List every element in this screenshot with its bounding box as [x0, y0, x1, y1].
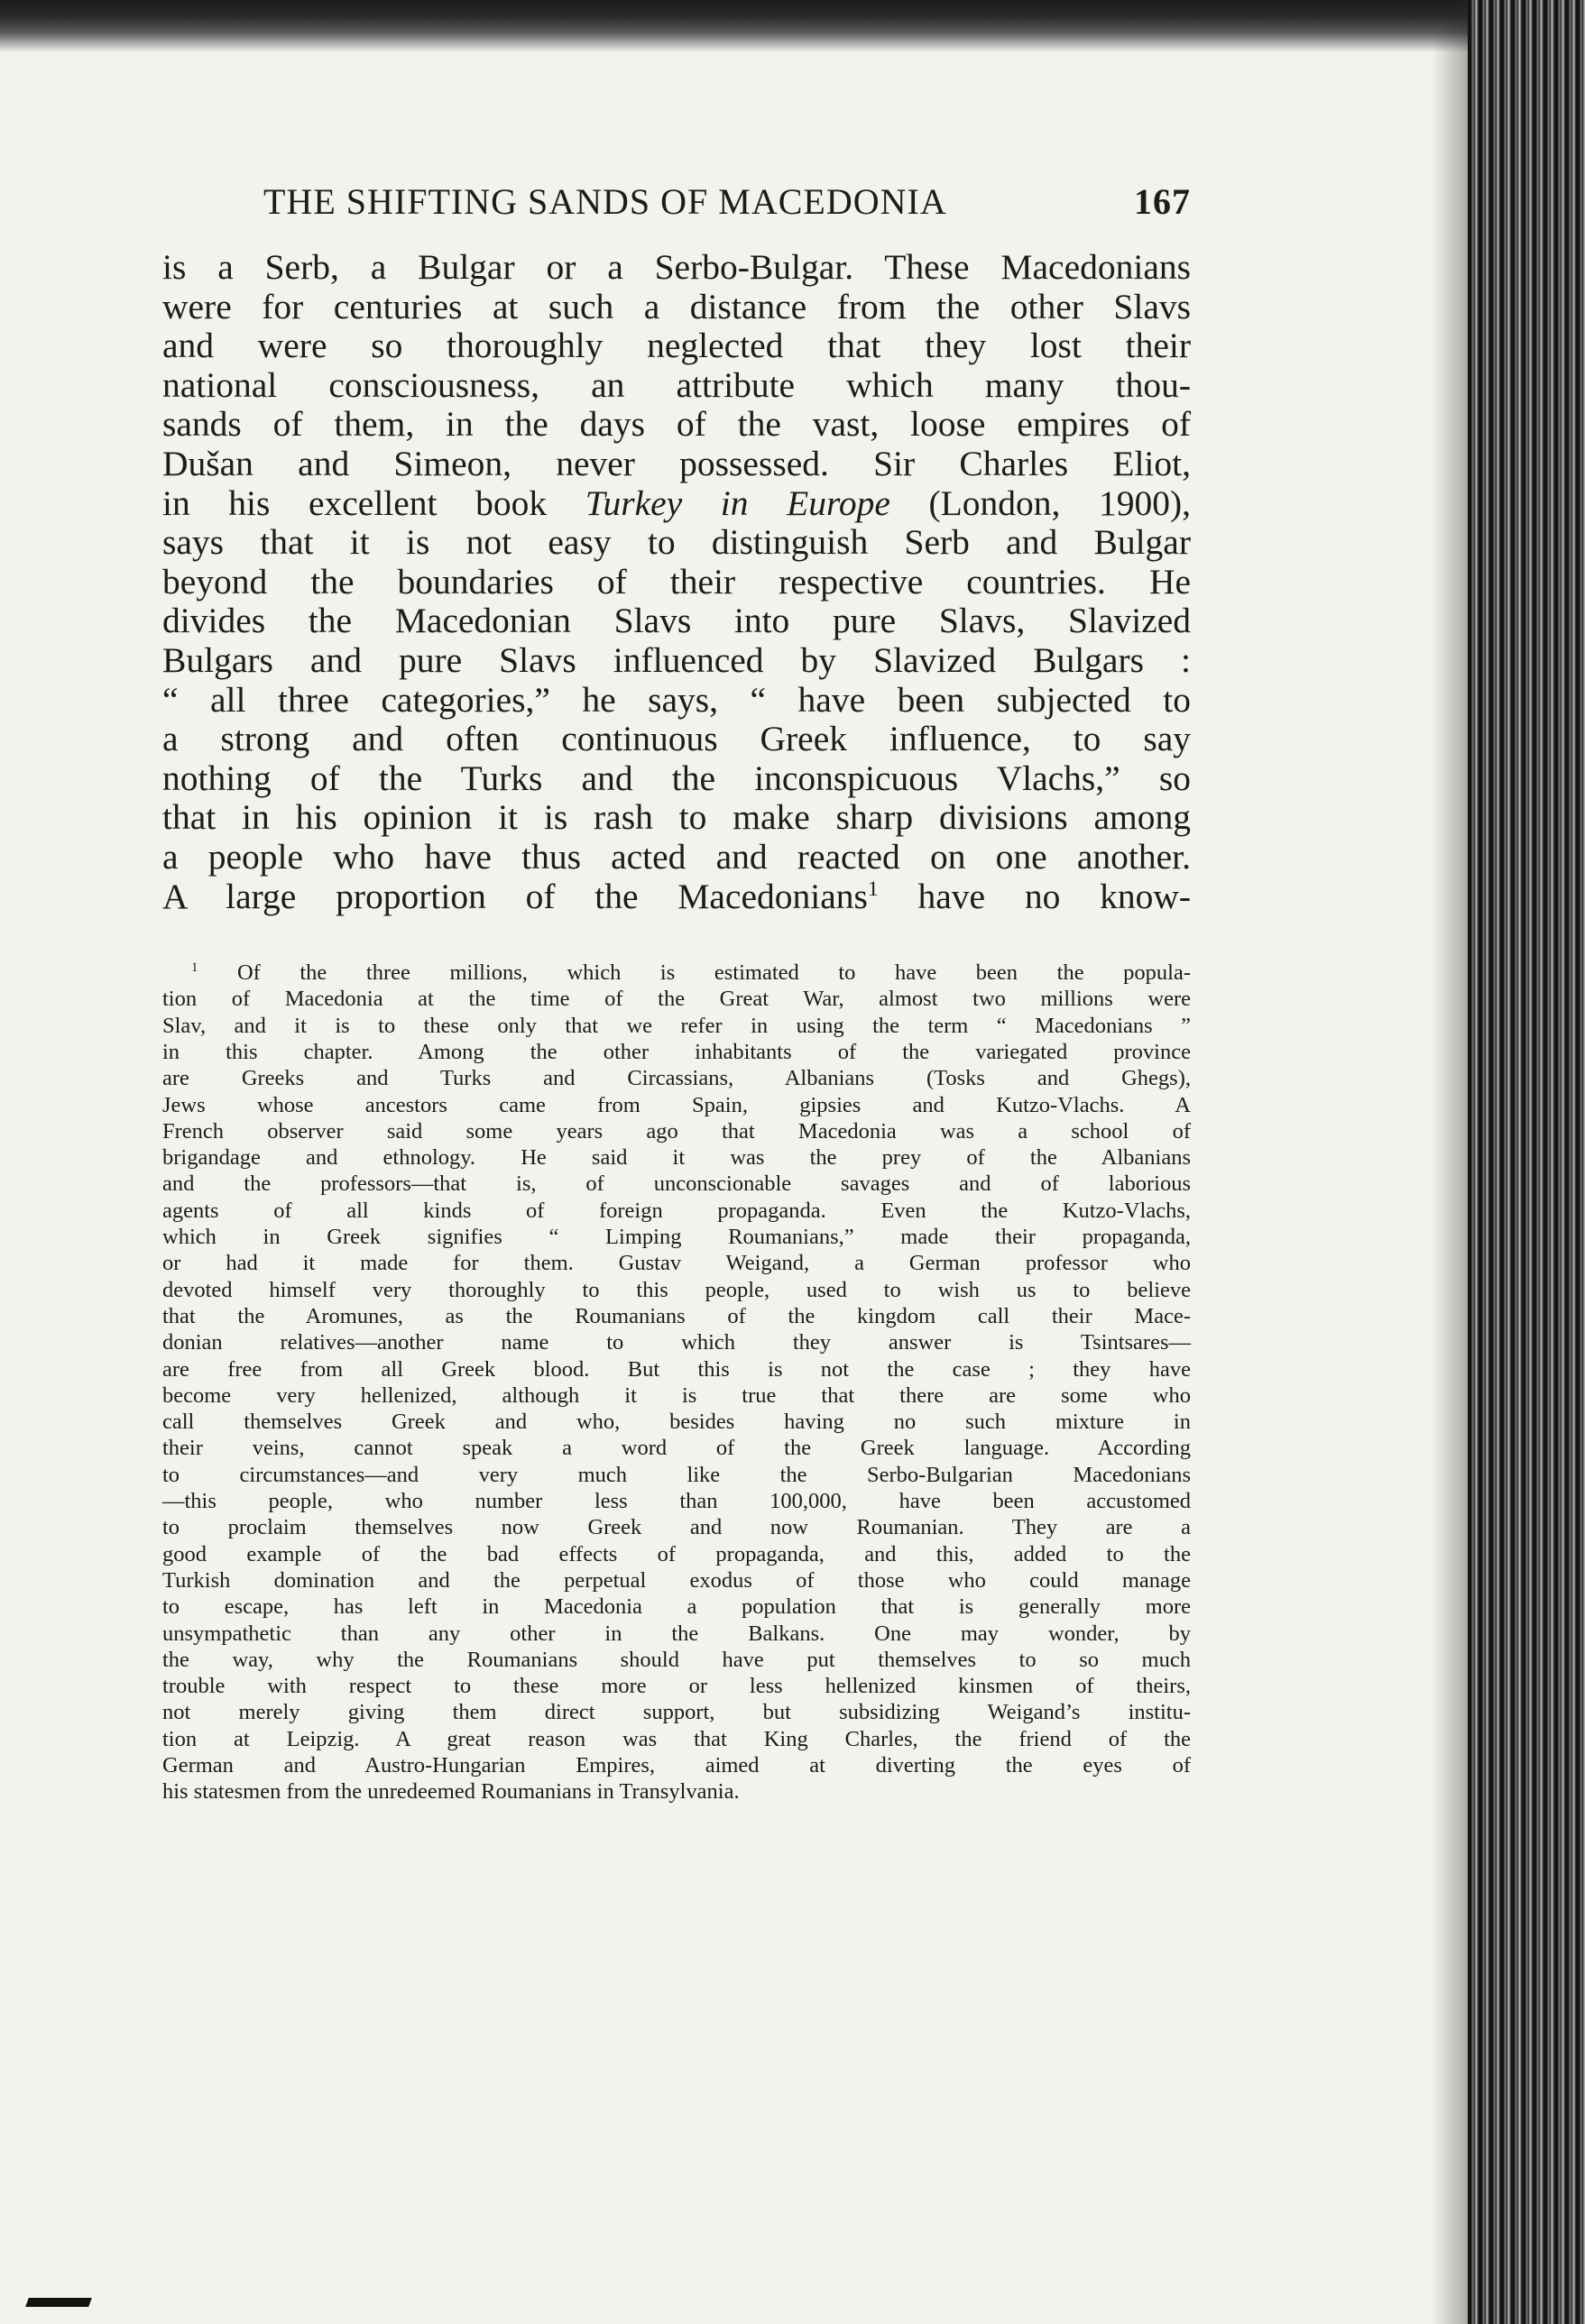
- footnote-line: to proclaim themselves now Greek and now Roumanian. They are a: [162, 1515, 1191, 1540]
- body-line: Bulgars and pure Slavs influenced by Slavized Bulgars :: [162, 639, 1191, 680]
- footnote-line: not merely giving them direct support, but subsidizing Weigand’s institu-: [162, 1700, 1191, 1725]
- footnote-line: or had it made for them. Gustav Weigand, a German professor who: [162, 1251, 1191, 1276]
- running-head: [162, 180, 1191, 223]
- body-line: is a Serb, a Bulgar or a Serbo-Bulgar. These Macedonians: [162, 247, 1191, 287]
- footnote-line: [162, 960, 1191, 986]
- footnote-line: brigandage and ethnology. He said it was the prey of the Albanians: [162, 1145, 1191, 1171]
- footnote-line: to circumstances—and very much like the Serbo-Bulgarian Macedonians: [162, 1462, 1191, 1487]
- footnote-line: Jews whose ancestors came from Spain, gipsies and Kutzo-Vlachs. A: [162, 1092, 1191, 1117]
- body-line-part: in his excellent book: [162, 482, 585, 523]
- body-line: “ all three categories,” he says, “ have been subjected to: [162, 679, 1191, 720]
- footnote-line: that the Aromunes, as the Roumanians of the kingdom call their Mace-: [162, 1303, 1191, 1328]
- running-title: THE SHIFTING SANDS OF MACEDONIA: [263, 181, 947, 222]
- scan-binding-edge: [1468, 0, 1585, 2324]
- body-line: beyond the boundaries of their respective countries. He: [162, 561, 1191, 602]
- footnote-line: Turkish domination and the perpetual exodus of those who could manage: [162, 1567, 1191, 1593]
- footnote-line: tion at Leipzig. A great reason was that King Charles, the friend of the: [162, 1726, 1191, 1751]
- footnote-line: —this people, who number less than 100,000, have been accustomed: [162, 1489, 1191, 1514]
- book-page: [162, 180, 1191, 1805]
- footnote-line: French observer said some years ago that Macedonia was a school of: [162, 1118, 1191, 1144]
- body-line: that in his opinion it is rash to make sharp divisions among: [162, 797, 1191, 838]
- body-line-part: A large proportion of the Macedonians: [162, 876, 868, 916]
- scan-gutter-shadow: [1432, 0, 1468, 2324]
- scan-top-edge: [0, 0, 1585, 52]
- body-line: nothing of the Turks and the inconspicuous Vlachs,” so: [162, 758, 1191, 798]
- footnote: [162, 960, 1191, 1805]
- body-line: Dušan and Simeon, never possessed. Sir Charles Eliot,: [162, 443, 1191, 483]
- footnote-line: agents of all kinds of foreign propaganda. Even the Kutzo-Vlachs,: [162, 1198, 1191, 1223]
- body-line: a people who have thus acted and reacted on one another.: [162, 836, 1191, 877]
- body-line-part: have no know-: [878, 876, 1192, 916]
- footnote-line-text: Of the three millions, which is estimated to have been the popula-: [236, 960, 1191, 986]
- footnote-marker: 1: [191, 960, 198, 976]
- footnote-line: German and Austro-Hungarian Empires, aimed at diverting the eyes of: [162, 1753, 1191, 1777]
- scan-mark: [25, 2298, 92, 2307]
- footnote-line: donian relatives—another name to which they answer is Tsintsares—: [162, 1330, 1191, 1355]
- body-line: and were so thoroughly neglected that they lost their: [162, 326, 1191, 366]
- footnote-line: their veins, cannot speak a word of the Greek language. According: [162, 1436, 1191, 1461]
- footnote-line: to escape, has left in Macedonia a population that is generally more: [162, 1594, 1191, 1620]
- body-line: sands of them, in the days of the vast, loose empires of: [162, 404, 1191, 445]
- body-line-part: (London, 1900),: [889, 482, 1192, 523]
- footnote-line: and the professors—that is, of unconscionable savages and of laborious: [162, 1171, 1191, 1197]
- body-line: national consciousness, an attribute which many thou-: [162, 364, 1191, 405]
- body-line: a strong and often continuous Greek influence, to say: [162, 719, 1191, 759]
- footnote-line: the way, why the Roumanians should have put themselves to so much: [162, 1647, 1191, 1672]
- footnote-line: devoted himself very thoroughly to this people, used to wish us to believe: [162, 1277, 1191, 1302]
- page-number: 167: [1134, 181, 1191, 222]
- footnote-reference[interactable]: 1: [867, 877, 879, 901]
- body-text: [162, 248, 1191, 916]
- footnote-line: unsympathetic than any other in the Balkans. One may wonder, by: [162, 1621, 1191, 1646]
- footnote-line: which in Greek signifies “ Limping Roumanians,” made their propaganda,: [162, 1225, 1191, 1250]
- footnote-line: are free from all Greek blood. But this is not the case ; they have: [162, 1356, 1191, 1382]
- body-line-with-footnote-ref: [162, 877, 1191, 917]
- footnote-line: tion of Macedonia at the time of the Great War, almost two millions were: [162, 987, 1191, 1012]
- body-line: were for centuries at such a distance from the other Slavs: [162, 286, 1191, 326]
- book-title: Turkey in Europe: [585, 482, 890, 523]
- footnote-line: become very hellenized, although it is true that there are some who: [162, 1382, 1191, 1408]
- footnote-line: his statesmen from the unredeemed Roumanians in Transylvania.: [162, 1779, 740, 1805]
- footnote-line: are Greeks and Turks and Circassians, Albanians (Tosks and Ghegs),: [162, 1066, 1191, 1091]
- body-line-with-title: [162, 484, 1191, 524]
- body-line: divides the Macedonian Slavs into pure Slavs, Slavized: [162, 601, 1191, 641]
- footnote-line: good example of the bad effects of propaganda, and this, added to the: [162, 1541, 1191, 1566]
- footnote-line: in this chapter. Among the other inhabitants of the variegated province: [162, 1039, 1191, 1064]
- footnote-line: Slav, and it is to these only that we refer in using the term “ Macedonians ”: [162, 1013, 1191, 1038]
- footnote-line: call themselves Greek and who, besides having no such mixture in: [162, 1410, 1191, 1435]
- body-line: says that it is not easy to distinguish Serb and Bulgar: [162, 522, 1191, 563]
- footnote-line: trouble with respect to these more or less hellenized kinsmen of theirs,: [162, 1674, 1191, 1699]
